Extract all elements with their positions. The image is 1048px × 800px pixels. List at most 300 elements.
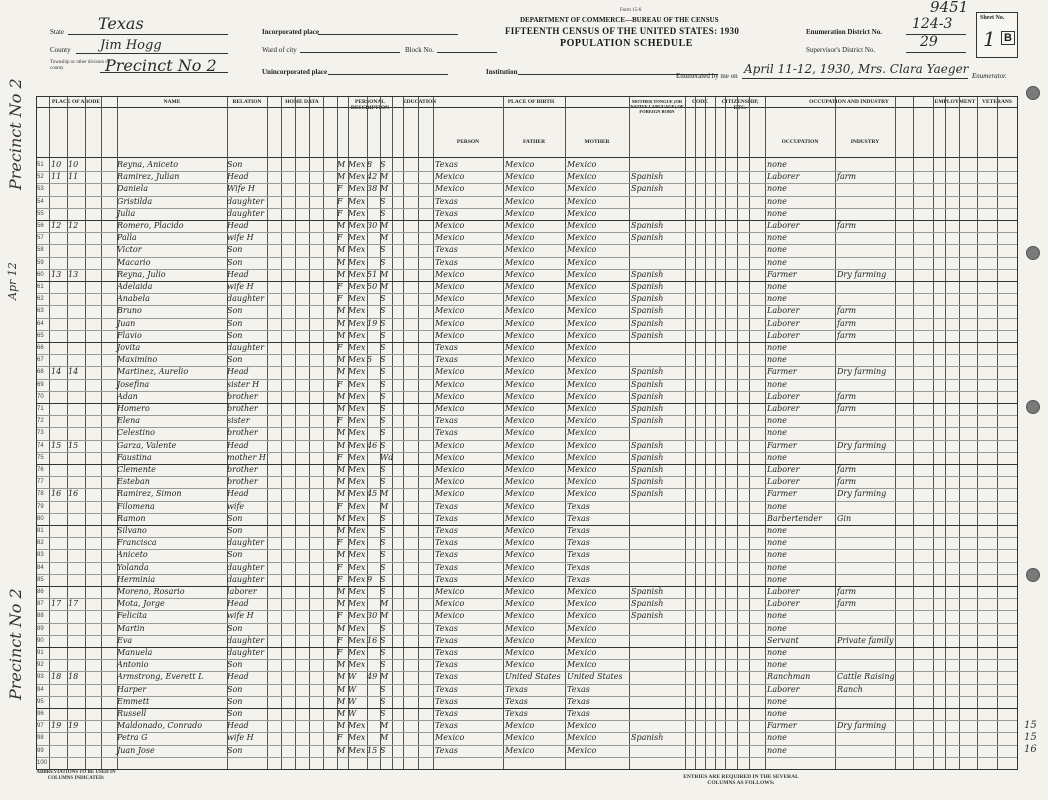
cell-name: Juan Jose [117, 745, 155, 755]
incorporated-label: Incorporated place [262, 28, 319, 36]
cell-name: Eva [117, 635, 133, 645]
cell-n: 58 [37, 247, 44, 254]
group-name: NAME [163, 99, 181, 105]
cell-fam: 11 [68, 172, 79, 182]
cell-sex: F [337, 611, 343, 621]
cell-name: Homero [117, 404, 150, 413]
cell-n: 85 [37, 576, 44, 583]
cell-lang: Spanish [631, 404, 664, 413]
cell-name: Josefina [117, 379, 150, 389]
cell-mb: Mexico [567, 318, 597, 328]
cell-rel: Son [227, 513, 243, 523]
cell-ms: M [380, 221, 389, 230]
cell-sex: M [337, 623, 346, 633]
cell-dw: 13 [51, 269, 62, 279]
cell-bp: Mexico [435, 404, 465, 413]
cell-bp: Texas [435, 660, 458, 670]
cell-ms: S [380, 208, 386, 218]
cell-rel: daughter [227, 208, 265, 218]
cell-ms: S [380, 440, 386, 450]
cell-occ: none [767, 379, 787, 389]
cell-ms: M [380, 233, 389, 243]
cell-name: Faustina [117, 452, 152, 462]
group-place-of-abode: PLACE OF ABODE [51, 99, 101, 105]
cell-fam: 13 [68, 269, 79, 279]
table-row [37, 281, 1017, 293]
cell-fb: Mexico [505, 330, 535, 340]
cell-dw: 19 [51, 721, 62, 731]
cell-occ: Laborer [767, 221, 800, 230]
cell-n: 60 [37, 271, 44, 278]
cell-ind: farm [837, 587, 857, 596]
cell-lang: Spanish [631, 306, 664, 316]
cell-mb: Mexico [567, 343, 597, 352]
cell-race: Mex [348, 574, 366, 584]
cell-race: Mex [348, 330, 366, 340]
cell-rel: wife H [227, 282, 254, 291]
cell-age: 51 [367, 269, 378, 279]
cell-ms: S [380, 526, 386, 535]
cell-race: Mex [348, 550, 366, 560]
cell-bp: Mexico [435, 172, 465, 182]
cell-sex: M [337, 221, 346, 230]
cell-rel: Head [227, 221, 249, 230]
cell-sex: F [337, 452, 343, 462]
table-row [37, 330, 1017, 342]
county-label: County [50, 46, 71, 54]
cell-rel: Son [227, 330, 243, 340]
cell-fb: United States [505, 672, 561, 682]
cell-sex: M [337, 257, 346, 267]
cell-race: Mex [348, 428, 366, 438]
cell-bp: Texas [435, 343, 458, 352]
cell-sex: F [337, 501, 343, 511]
cell-bp: Mexico [435, 221, 465, 230]
cell-dw: 12 [51, 221, 62, 230]
cell-ind: Private family [837, 635, 894, 645]
cell-bp: Texas [435, 684, 458, 694]
cell-name: Martinez, Aurelio [117, 367, 189, 377]
cell-fb: Mexico [505, 318, 535, 328]
cell-name: Reyna, Julio [117, 269, 166, 279]
cell-name: Russell [117, 709, 147, 718]
cell-rel: brother [227, 465, 258, 474]
table-row [37, 391, 1017, 403]
unincorporated-label: Unincorporated place [262, 68, 328, 76]
cell-ms: S [380, 648, 386, 657]
cell-ind: Dry farming [837, 269, 887, 279]
cell-mb: Mexico [567, 245, 597, 255]
cell-fb: Mexico [505, 379, 535, 389]
cell-n: 71 [37, 406, 44, 412]
cell-race: Mex [348, 416, 366, 426]
cell-sex: F [337, 574, 343, 584]
cell-occ: none [767, 355, 787, 365]
cell-mb: Mexico [567, 257, 597, 267]
ward-label: Ward of city [262, 46, 297, 54]
cell-occ: none [767, 696, 787, 706]
cell-name: Francisca [117, 538, 157, 548]
cell-ms: S [380, 513, 386, 523]
cell-rel: Head [227, 672, 249, 682]
cell-name: Adelaida [117, 282, 153, 291]
table-row [37, 732, 1017, 744]
punch-hole [1026, 400, 1040, 414]
cell-bp: Mexico [435, 282, 465, 291]
cell-fam: 17 [68, 599, 79, 609]
cell-occ: none [767, 623, 787, 633]
cell-ind: Dry farming [837, 440, 887, 450]
cell-name: Petra G [117, 733, 148, 743]
table-row [37, 623, 1017, 635]
cell-name: Herminia [117, 574, 156, 584]
cell-rel: Head [227, 489, 249, 499]
cell-mb: Texas [567, 562, 590, 572]
cell-n: 90 [37, 637, 44, 644]
cell-race: W [348, 709, 357, 718]
cell-rel: daughter [227, 294, 265, 304]
table-row [37, 537, 1017, 549]
table-row [37, 342, 1017, 354]
cell-n: 79 [37, 503, 44, 510]
cell-fb: Mexico [505, 440, 535, 450]
cell-fam: 12 [68, 221, 79, 230]
cell-rel: Son [227, 696, 243, 706]
cell-mb: Mexico [567, 477, 597, 487]
cell-sex: F [337, 538, 343, 548]
table-row [37, 684, 1017, 696]
cell-fb: Texas [505, 709, 528, 718]
cell-rel: Wife H [227, 184, 255, 194]
cell-ind: Dry farming [837, 367, 887, 377]
cell-bp: Mexico [435, 269, 465, 279]
cell-rel: Son [227, 745, 243, 755]
cell-name: Palla [117, 233, 137, 243]
cell-age: 49 [367, 672, 378, 682]
sheet-label: Sheet No. [980, 15, 1005, 21]
cell-race: Mex [348, 233, 366, 243]
cell-name: Maldonado, Conrado [117, 721, 203, 731]
cell-mb: Mexico [567, 660, 597, 670]
cell-fam: 19 [68, 721, 79, 731]
cell-mb: Mexico [567, 221, 597, 230]
cell-fb: Mexico [505, 501, 535, 511]
cell-lang: Spanish [631, 330, 664, 340]
cell-ind: Gin [837, 513, 852, 523]
cell-name: Julia [117, 208, 136, 218]
cell-race: Mex [348, 355, 366, 365]
cell-mb: Mexico [567, 440, 597, 450]
cell-fb: Mexico [505, 562, 535, 572]
cell-name: Mota, Jorge [117, 599, 165, 609]
cell-ms: S [380, 709, 386, 718]
cell-bp: Mexico [435, 306, 465, 316]
table-row [37, 440, 1017, 452]
cell-rel: Son [227, 709, 243, 718]
cell-occ: none [767, 538, 787, 548]
cell-fb: Mexico [505, 635, 535, 645]
cell-rel: sister H [227, 379, 260, 389]
cell-ms: S [380, 465, 386, 474]
cell-name: Aniceto [117, 550, 148, 560]
cell-race: Mex [348, 648, 366, 657]
cell-sex: F [337, 294, 343, 304]
cell-race: Mex [348, 599, 366, 609]
cell-ms: S [380, 660, 386, 670]
margin-right-note-3: 16 [1024, 744, 1037, 755]
cell-occ: Servant [767, 635, 799, 645]
cell-fam: 14 [68, 367, 79, 377]
table-row [37, 513, 1017, 525]
cell-rel: brother [227, 477, 258, 487]
cell-race: Mex [348, 269, 366, 279]
cell-ms: S [380, 404, 386, 413]
cell-mb: Mexico [567, 733, 597, 743]
cell-n: 99 [37, 747, 44, 754]
footer-abbrev-title: ABBREVIATIONS TO BE USED IN COLUMNS INDICATED: [36, 770, 116, 781]
cell-age: 46 [367, 440, 378, 450]
cell-race: Mex [348, 587, 366, 596]
cell-age: 42 [367, 172, 378, 182]
cell-ms: S [380, 587, 386, 596]
table-row [37, 366, 1017, 378]
cell-sex: M [337, 745, 346, 755]
cell-n: 98 [37, 735, 44, 742]
group-citizenship: CITIZENSHIP, ETC. [721, 99, 759, 111]
cell-dw: 18 [51, 672, 62, 682]
cell-n: 63 [37, 308, 44, 315]
cell-ms: M [380, 489, 389, 499]
cell-ms: S [380, 379, 386, 389]
enum-district-label: Enumeration District No. [806, 28, 883, 36]
cell-sex: F [337, 416, 343, 426]
cell-ms: S [380, 428, 386, 438]
cell-fb: Mexico [505, 489, 535, 499]
cell-rel: Head [227, 269, 249, 279]
cell-n: 69 [37, 381, 44, 388]
cell-lang: Spanish [631, 416, 664, 426]
cell-name: Esteban [117, 477, 150, 487]
cell-n: 65 [37, 332, 44, 339]
cell-ms: M [380, 672, 389, 682]
cell-lang: Spanish [631, 233, 664, 243]
cell-bp: Texas [435, 428, 458, 438]
cell-mb: Mexico [567, 635, 597, 645]
cell-occ: Laborer [767, 391, 800, 401]
cell-fb: Mexico [505, 245, 535, 255]
cell-race: Mex [348, 733, 366, 743]
cell-mb: Mexico [567, 452, 597, 462]
group-place-of-birth: PLACE OF BIRTH [507, 99, 555, 105]
table-row [37, 183, 1017, 195]
cell-bp: Texas [435, 245, 458, 255]
cell-bp: Texas [435, 696, 458, 706]
cell-mb: Texas [567, 696, 590, 706]
table-row [37, 305, 1017, 317]
cell-race: Mex [348, 245, 366, 255]
form-number: Form 15-6 [620, 8, 642, 13]
cell-lang: Spanish [631, 184, 664, 194]
cell-name: Yolanda [117, 562, 149, 572]
cell-ind: farm [837, 172, 857, 182]
cell-rel: mother H [227, 452, 266, 462]
cell-fb: Mexico [505, 160, 535, 169]
cell-occ: Ranchman [767, 672, 811, 682]
cell-bp: Texas [435, 574, 458, 584]
cell-fb: Mexico [505, 184, 535, 194]
cell-n: 75 [37, 454, 44, 461]
cell-lang: Spanish [631, 733, 664, 743]
cell-occ: Laborer [767, 477, 800, 487]
cell-bp: Texas [435, 745, 458, 755]
cell-bp: Texas [435, 672, 458, 682]
cell-name: Celestino [117, 428, 155, 438]
cell-ind: farm [837, 477, 857, 487]
cell-fb: Mexico [505, 538, 535, 548]
cell-n: 93 [37, 674, 44, 681]
cell-ms: S [380, 538, 386, 548]
cell-race: Mex [348, 452, 366, 462]
cell-age: 15 [367, 745, 378, 755]
cell-race: Mex [348, 513, 366, 523]
cell-mb: Texas [567, 574, 590, 584]
cell-n: 52 [37, 174, 44, 181]
cell-fb: Mexico [505, 465, 535, 474]
cell-fb: Mexico [505, 733, 535, 743]
cell-ms: Wd [380, 452, 394, 462]
table-row [37, 525, 1017, 537]
cell-n: 73 [37, 430, 44, 437]
cell-name: Daniela [117, 184, 148, 194]
cell-occ: none [767, 452, 787, 462]
cell-rel: Head [227, 721, 249, 731]
cell-bp: Texas [435, 562, 458, 572]
table-row [37, 293, 1017, 305]
cell-n: 84 [37, 564, 44, 571]
cell-race: W [348, 684, 357, 694]
subhead-industry: INDUSTRY [850, 139, 880, 145]
cell-lang: Spanish [631, 269, 664, 279]
cell-rel: Son [227, 684, 243, 694]
cell-sex: M [337, 428, 346, 438]
cell-n: 92 [37, 662, 44, 669]
cell-n: 59 [37, 259, 44, 266]
cell-age: 5 [367, 355, 373, 365]
cell-sex: F [337, 562, 343, 572]
cell-n: 57 [37, 235, 44, 242]
cell-occ: Farmer [767, 440, 797, 450]
cell-fb: Mexico [505, 269, 535, 279]
cell-n: 70 [37, 393, 44, 400]
cell-occ: none [767, 343, 787, 352]
cell-name: Manuela [117, 648, 153, 657]
cell-occ: Laborer [767, 172, 800, 182]
cell-bp: Texas [435, 257, 458, 267]
cell-fam: 15 [68, 440, 79, 450]
cell-race: Mex [348, 208, 366, 218]
cell-lang: Spanish [631, 452, 664, 462]
cell-bp: Mexico [435, 367, 465, 377]
cell-name: Ramirez, Julian [117, 172, 180, 182]
cell-n: 88 [37, 613, 44, 620]
cell-n: 56 [37, 223, 44, 229]
cell-name: Victor [117, 245, 142, 255]
cell-bp: Texas [435, 416, 458, 426]
cell-bp: Texas [435, 355, 458, 365]
group-home-data: HOME DATA [285, 99, 319, 105]
cell-bp: Mexico [435, 611, 465, 621]
cell-sex: M [337, 269, 346, 279]
cell-bp: Mexico [435, 587, 465, 596]
table-row [37, 745, 1017, 757]
cell-mb: Mexico [567, 306, 597, 316]
cell-sex: F [337, 233, 343, 243]
cell-race: Mex [348, 306, 366, 316]
cell-ind: farm [837, 221, 857, 230]
table-row [37, 159, 1017, 171]
cell-rel: daughter [227, 343, 265, 352]
cell-occ: none [767, 526, 787, 535]
cell-fb: Mexico [505, 172, 535, 182]
cell-sex: M [337, 440, 346, 450]
cell-name: Adan [117, 391, 138, 401]
cell-sex: F [337, 733, 343, 743]
cell-fb: Texas [505, 684, 528, 694]
table-row [37, 196, 1017, 208]
cell-ms: S [380, 196, 386, 206]
cell-bp: Mexico [435, 452, 465, 462]
cell-bp: Texas [435, 550, 458, 560]
cell-lang: Spanish [631, 440, 664, 450]
cell-mb: Mexico [567, 745, 597, 755]
cell-ms: S [380, 330, 386, 340]
cell-age: 19 [367, 318, 378, 328]
cell-rel: daughter [227, 538, 265, 548]
cell-sex: F [337, 635, 343, 645]
cell-race: Mex [348, 196, 366, 206]
cell-sex: F [337, 282, 343, 291]
cell-age: 16 [367, 635, 378, 645]
cell-ms: S [380, 306, 386, 316]
cell-dw: 10 [51, 160, 62, 169]
cell-fb: Mexico [505, 587, 535, 596]
sup-district-label: Supervisor's District No. [806, 46, 876, 54]
cell-name: Moreno, Rosario [117, 587, 185, 596]
table-row [37, 476, 1017, 488]
cell-fb: Mexico [505, 233, 535, 243]
punch-hole [1026, 246, 1040, 260]
cell-mb: Texas [567, 513, 590, 523]
cell-occ: none [767, 501, 787, 511]
cell-lang: Spanish [631, 367, 664, 377]
cell-occ: none [767, 245, 787, 255]
cell-lang: Spanish [631, 282, 664, 291]
table-row [37, 549, 1017, 561]
census-title: FIFTEENTH CENSUS OF THE UNITED STATES: 1930 [505, 26, 740, 36]
cell-n: 53 [37, 186, 44, 193]
table-row [37, 598, 1017, 610]
cell-sex: M [337, 684, 346, 694]
cell-occ: none [767, 428, 787, 438]
cell-sex: F [337, 184, 343, 194]
cell-n: 87 [37, 601, 44, 608]
cell-race: Mex [348, 562, 366, 572]
cell-n: 86 [37, 589, 44, 595]
cell-bp: Mexico [435, 294, 465, 304]
cell-mb: Texas [567, 526, 590, 535]
table-row [37, 354, 1017, 366]
cell-n: 61 [37, 284, 44, 290]
